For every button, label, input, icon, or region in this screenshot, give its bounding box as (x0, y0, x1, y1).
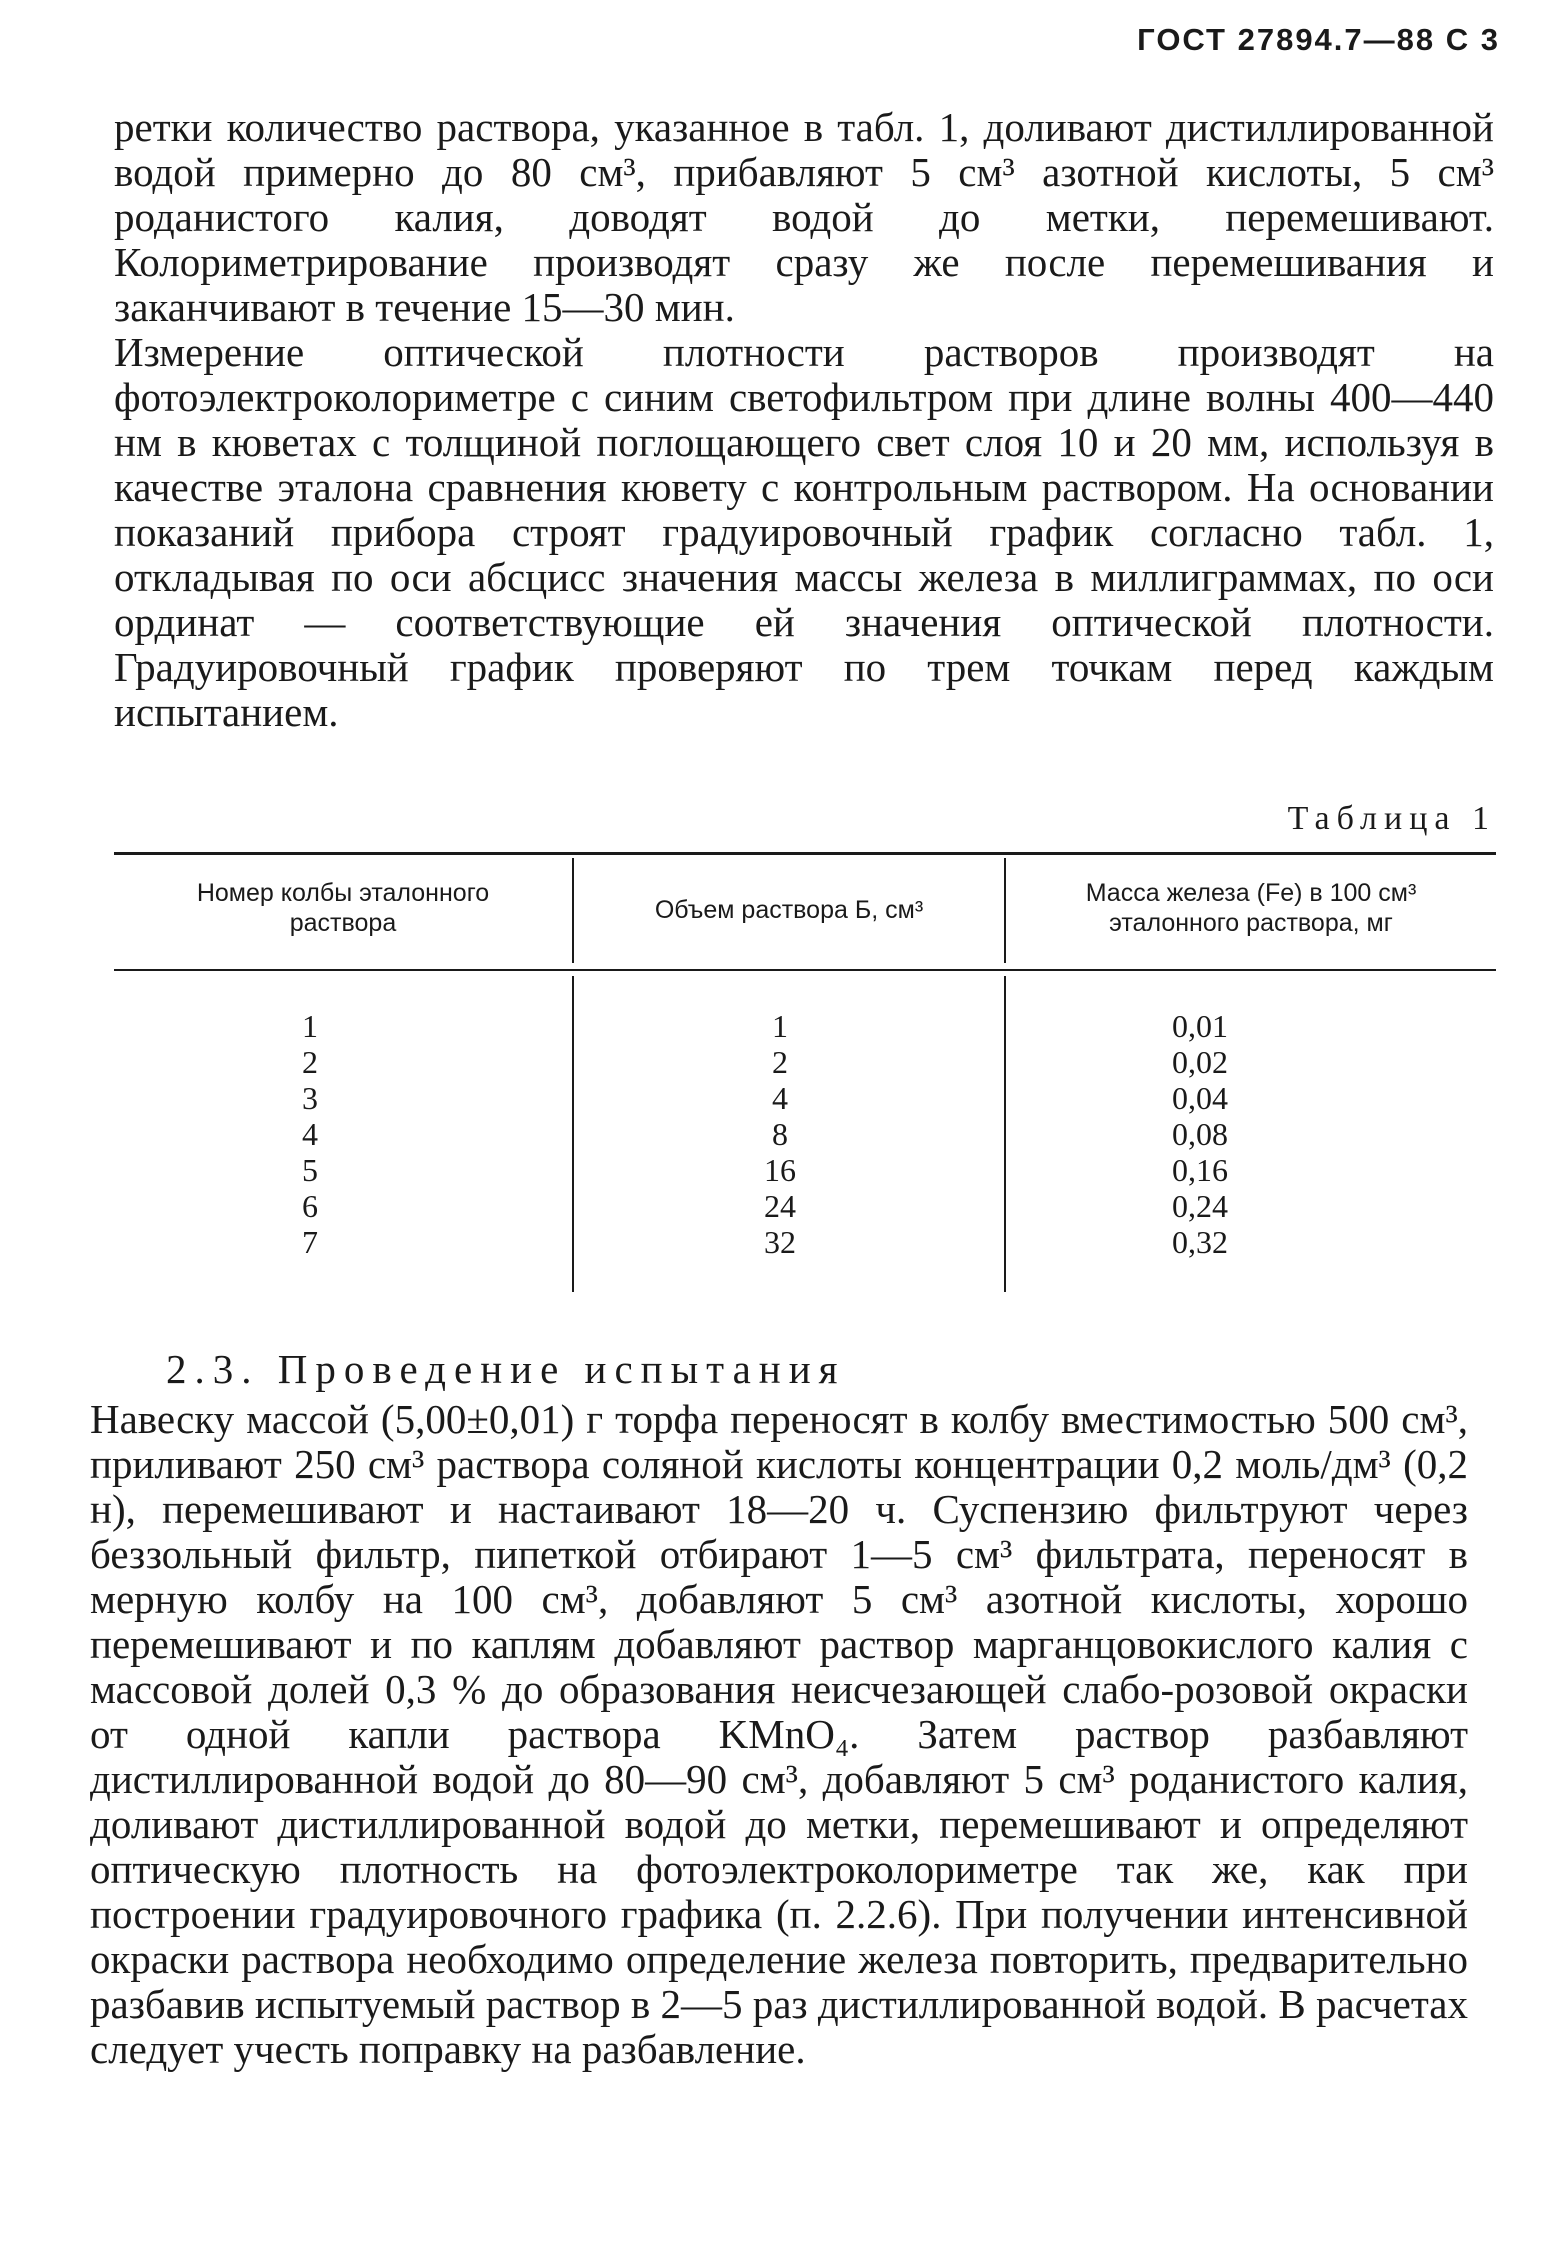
table-cell: 6 (302, 1188, 318, 1224)
paragraph-1: ретки количество раствора, указанное в табл. 1, доливают дистиллированной водой примерно до 80 см³, прибавляют 5 см³ азотной кислоты, 5 см³ роданистого калия, доводят водой до метки, перемешивают. Колориметрирование производят сразу же после перемешивания и заканчивают в течение 15—30 мин. (114, 104, 1494, 330)
table-cell: 0,16 (1172, 1152, 1228, 1188)
table-cell: 1 (772, 1008, 788, 1044)
table-header-volume: Объем раствора Б, см³ (654, 896, 924, 924)
table-column-flask-number (160, 1008, 460, 1260)
table-cell: 1 (302, 1008, 318, 1044)
table-cell: 32 (764, 1224, 796, 1260)
table-cell: 0,24 (1172, 1188, 1228, 1224)
table-column-divider (572, 976, 574, 1292)
table-cell: 2 (772, 1044, 788, 1080)
table-cell: 0,08 (1172, 1116, 1228, 1152)
table-header-iron-mass: Масса железа (Fe) в 100 см³ эталонного раствора, мг (1085, 879, 1417, 937)
table-cell: 7 (302, 1224, 318, 1260)
table-cell: 4 (772, 1080, 788, 1116)
paragraph-2: Измерение оптической плотности растворов производят на фотоэлектроколориметре с синим светофильтром при длине волны 400—440 нм в кюветах с толщиной поглощающего свет слоя 10 и 20 мм, используя в качестве эталона сравнения кювету с контрольным раствором. На основании показаний прибора строят градуировочный график согласно табл. 1, откладывая по оси абсцисс значения массы железа в миллиграммах, по оси ординат — соответствующие ей значения оптической плотности. Градуировочный график проверяют по трем точкам перед каждым испытанием. (114, 329, 1494, 735)
table-header-rule (114, 969, 1496, 971)
table-cell: 16 (764, 1152, 796, 1188)
table-caption: Таблица 1 (1287, 800, 1496, 837)
table-cell: 0,01 (1172, 1008, 1228, 1044)
section-body: Навеску массой (5,00±0,01) г торфа переносят в колбу вместимостью 500 см³, приливают 250 см³ раствора соляной кислоты концентрации 0,2 моль/дм³ (0,2 н), перемешивают и настаивают 18—20 ч. Суспензию фильтруют через беззольный фильтр, пипеткой отбирают 1—5 см³ фильтрата, переносят в мерную колбу на 100 см³, добавляют 5 см³ азотной кислоты, хорошо перемешивают и по каплям добавляют раствор марганцовокислого калия с массовой долей 0,3 % до образования неисчезающей слабо-розовой окраски от одной капли раствора KMnO₄. Затем раствор разбавляют дистиллированной водой до 80—90 см³, добавляют 5 см³ роданистого калия, доливают дистиллированной водой до метки, перемешивают и определяют оптическую плотность на фотоэлектроколориметре так же, как при построении градуировочного графика (п. 2.2.6). При получении интенсивной окраски раствора необходимо определение железа повторить, предварительно разбавив испытуемый раствор в 2—5 раз дистиллированной водой. В расчетах следует учесть поправку на разбавление. (90, 1396, 1468, 2072)
table-cell: 5 (302, 1152, 318, 1188)
table-column-iron-mass (1050, 1008, 1350, 1260)
table-header-flask-number: Номер колбы эталонного раствора (196, 879, 490, 937)
table-cell: 0,32 (1172, 1224, 1228, 1260)
table-cell: 4 (302, 1116, 318, 1152)
table-cell: 3 (302, 1080, 318, 1116)
document-header: ГОСТ 27894.7—88 С 3 (1137, 22, 1500, 57)
table-column-volume (620, 1008, 940, 1260)
table-column-divider (1004, 976, 1006, 1292)
table-top-rule (114, 852, 1496, 855)
section-title: 2.3. Проведение испытания (166, 1346, 846, 1392)
table-cell: 2 (302, 1044, 318, 1080)
table-cell: 0,04 (1172, 1080, 1228, 1116)
table-cell: 8 (772, 1116, 788, 1152)
table-cell: 0,02 (1172, 1044, 1228, 1080)
table-cell: 24 (764, 1188, 796, 1224)
